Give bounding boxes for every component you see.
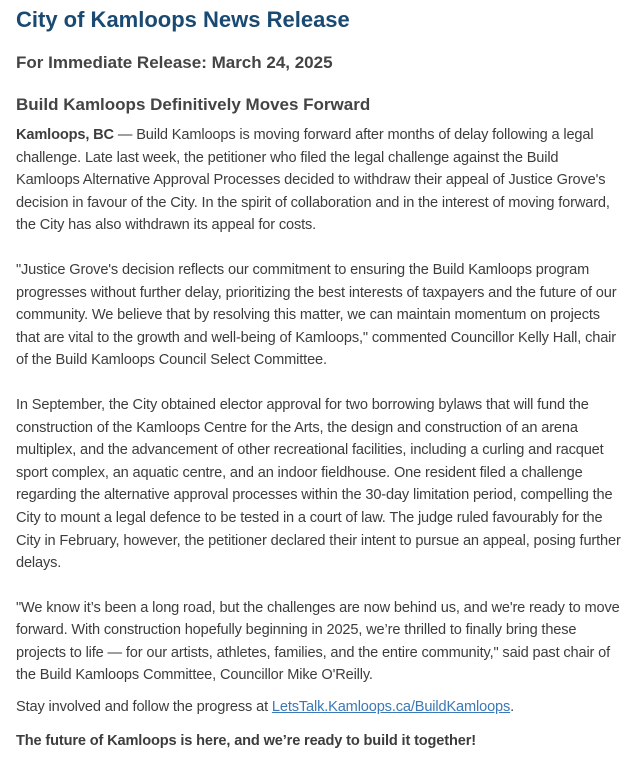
lead-paragraph — [16, 124, 623, 237]
dateline-location: Kamloops, BC — [16, 127, 114, 143]
follow-prefix: Stay involved and follow the progress at — [16, 699, 272, 716]
page-title: City of Kamloops News Release — [16, 7, 350, 32]
follow-progress-paragraph — [16, 696, 623, 719]
closing-statement: The future of Kamloops is here, and we’re ready to build it together! — [16, 732, 476, 749]
quote-paragraph-oreilly: "We know it’s been a long road, but the challenges are now behind us, and we're ready to move forward. With construction hopefully beginning in 2025, we’re thrilled to finally bring these projects to life — for our artists, athletes, families, and the entire community," said past chair of the Build Kamloops Committee, Councillor Mike O'Reilly. — [16, 599, 620, 684]
background-paragraph: In September, the City obtained elector approval for two borrowing bylaws that will fund the construction of the Kamloops Centre for the Arts, the design and construction of an arena multiplex, and the advancement of other recreational facilities, including a curling and racquet sport complex, an aquatic centre, and an indoor fieldhouse. One resident filed a challenge regarding the alternative approval processes within the 30-day limitation period, compelling the City to mount a legal defence to be tested in a court of law. The judge ruled favourably for the City in February, however, the petitioner declared their intent to pursue an appeal, posing further delays. — [16, 396, 621, 572]
lead-text: — Build Kamloops is moving forward after months of delay following a legal challenge. Late last week, the petitioner who filed the legal challenge against the Build Kamloops Alternative Approval Processes decided to withdraw their appeal of Justice Grove's decision in favour of the City. In the spirit of collaboration and in the interest of moving forward, the City has also withdrawn its appeal for costs. — [16, 127, 610, 234]
release-date-line: For Immediate Release: March 24, 2025 — [16, 53, 333, 72]
follow-suffix: . — [510, 699, 515, 716]
article-headline: Build Kamloops Definitively Moves Forward — [16, 95, 371, 114]
quote-paragraph-hall: "Justice Grove's decision reflects our commitment to ensuring the Build Kamloops program progresses without further delay, prioritizing the best interests of taxpayers and the future of our community. We believe that by resolving this matter, we can maintain momentum on projects that are vital to the growth and well-being of Kamloops," commented Councillor Kelly Hall, chair of the Build Kamloops Council Select Committee. — [16, 261, 617, 369]
letstalk-link[interactable]: LetsTalk.Kamloops.ca/BuildKamloops — [271, 699, 511, 716]
